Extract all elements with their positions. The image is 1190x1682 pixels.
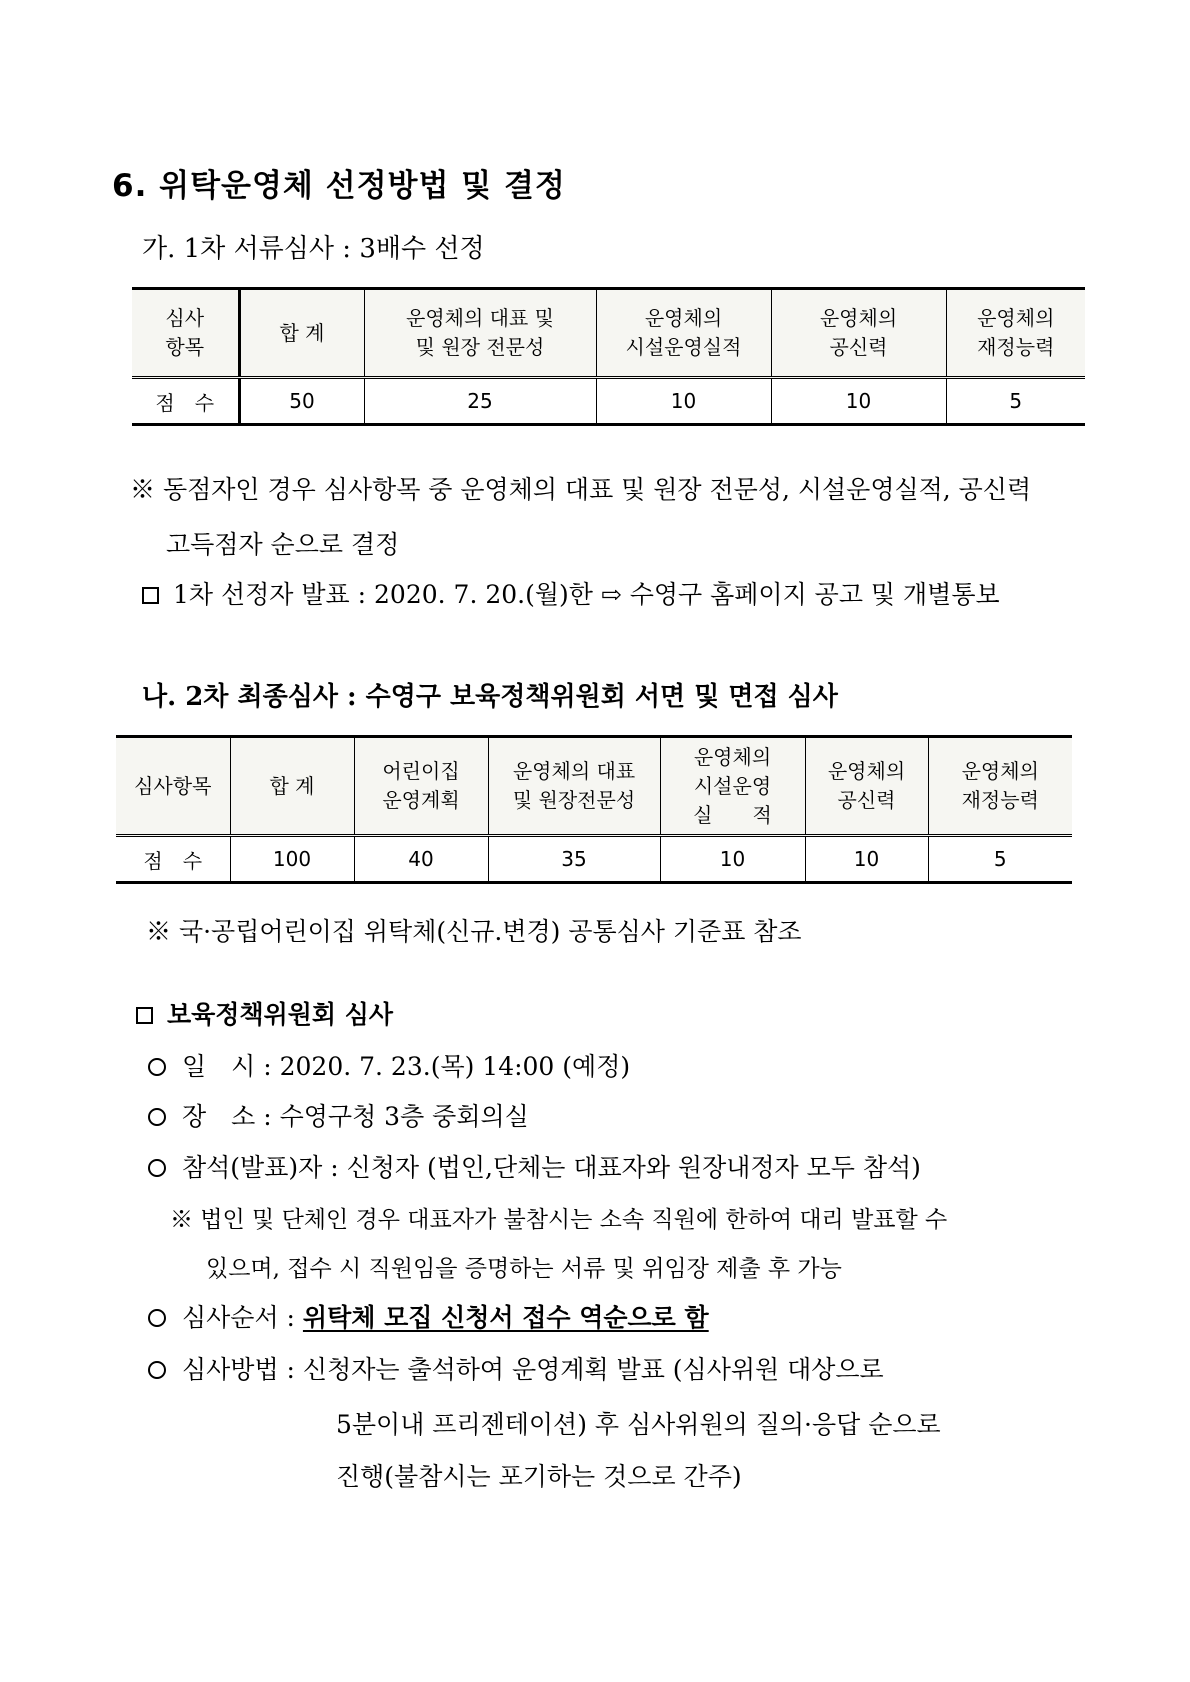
header-cell: 운영체의 시설운영실적 <box>596 289 771 378</box>
table-row <box>116 836 1072 883</box>
row-label: 점 수 <box>116 836 230 883</box>
header-cell: 운영체의 시설운영 실 적 <box>660 737 805 836</box>
table-cell: 5 <box>928 836 1072 883</box>
committee-title: 보육정책위원회 심사 <box>136 995 393 1031</box>
bullet-circle-icon <box>148 1309 166 1327</box>
bullet-circle-icon <box>148 1108 166 1126</box>
table-header-row <box>116 737 1072 836</box>
bullet-circle-icon <box>148 1361 166 1379</box>
tie-break-note-cont: 고득점자 순으로 결정 <box>166 530 400 559</box>
first-round-announcement: 1차 선정자 발표 : 2020. 7. 20.(월)한 ⇨ 수영구 홈페이지 공고 및 개별통보 <box>142 575 1000 611</box>
proxy-note-cont: 있으며, 접수 시 직원임을 증명하는 서류 및 위임장 제출 후 가능 <box>206 1256 842 1282</box>
header-cell: 합 계 <box>239 289 364 378</box>
review-method: 심사방법 : 신청자는 출석하여 운영계획 발표 (심사위원 대상으로 <box>148 1350 884 1386</box>
header-cell: 심사 항목 <box>132 289 239 378</box>
part-a-heading: 가. 1차 서류심사 : 3배수 선정 <box>142 234 485 264</box>
table-cell: 40 <box>354 836 488 883</box>
table-cell: 5 <box>946 378 1085 425</box>
table-row <box>132 378 1085 425</box>
tie-break-note: ※ 동점자인 경우 심사항목 중 운영체의 대표 및 원장 전문성, 시설운영실적, 공신력 <box>130 475 1032 504</box>
checkbox-icon <box>136 1007 153 1024</box>
header-cell: 심사항목 <box>116 737 230 836</box>
proxy-note: ※ 법인 및 단체인 경우 대표자가 불참시는 소속 직원에 한하여 대리 발표할 수 <box>170 1207 948 1233</box>
header-cell: 운영체의 재정능력 <box>946 289 1085 378</box>
table-cell: 100 <box>230 836 354 883</box>
section-title: 6. 위탁운영체 선정방법 및 결정 <box>112 168 566 204</box>
review-place: 장 소 : 수영구청 3층 중회의실 <box>148 1097 529 1133</box>
header-cell: 운영체의 공신력 <box>805 737 928 836</box>
document-screening-table <box>132 287 1085 426</box>
review-method-cont2: 진행(불참시는 포기하는 것으로 간주) <box>336 1462 742 1491</box>
header-cell: 합 계 <box>230 737 354 836</box>
review-datetime: 일 시 : 2020. 7. 23.(목) 14:00 (예정) <box>148 1047 630 1083</box>
review-order-value: 위탁체 모집 신청서 접수 역순으로 함 <box>302 1303 709 1332</box>
part-b-heading: 나. 2차 최종심사 : 수영구 보육정책위원회 서면 및 면접 심사 <box>142 682 838 712</box>
review-attendees: 참석(발표)자 : 신청자 (법인,단체는 대표자와 원장내정자 모두 참석) <box>148 1148 921 1184</box>
header-cell: 운영체의 대표 및 및 원장 전문성 <box>364 289 596 378</box>
table-cell: 10 <box>771 378 946 425</box>
table-cell: 25 <box>364 378 596 425</box>
reference-note: ※ 국·공립어린이집 위탁체(신규.변경) 공통심사 기준표 참조 <box>146 917 802 946</box>
checkbox-icon <box>142 587 159 604</box>
table-header-row <box>132 289 1085 378</box>
header-cell: 운영체의 재정능력 <box>928 737 1072 836</box>
review-method-cont: 5분이내 프리젠테이션) 후 심사위원의 질의·응답 순으로 <box>336 1410 941 1439</box>
table-cell: 10 <box>660 836 805 883</box>
table-cell: 10 <box>805 836 928 883</box>
header-cell: 어린이집 운영계획 <box>354 737 488 836</box>
table-cell: 50 <box>239 378 364 425</box>
final-screening-table <box>116 735 1072 884</box>
table-cell: 10 <box>596 378 771 425</box>
header-cell: 운영체의 공신력 <box>771 289 946 378</box>
header-cell: 운영체의 대표 및 원장전문성 <box>488 737 660 836</box>
bullet-circle-icon <box>148 1058 166 1076</box>
bullet-circle-icon <box>148 1159 166 1177</box>
row-label: 점 수 <box>132 378 239 425</box>
table-cell: 35 <box>488 836 660 883</box>
review-order: 심사순서 : 위탁체 모집 신청서 접수 역순으로 함 <box>148 1298 709 1334</box>
